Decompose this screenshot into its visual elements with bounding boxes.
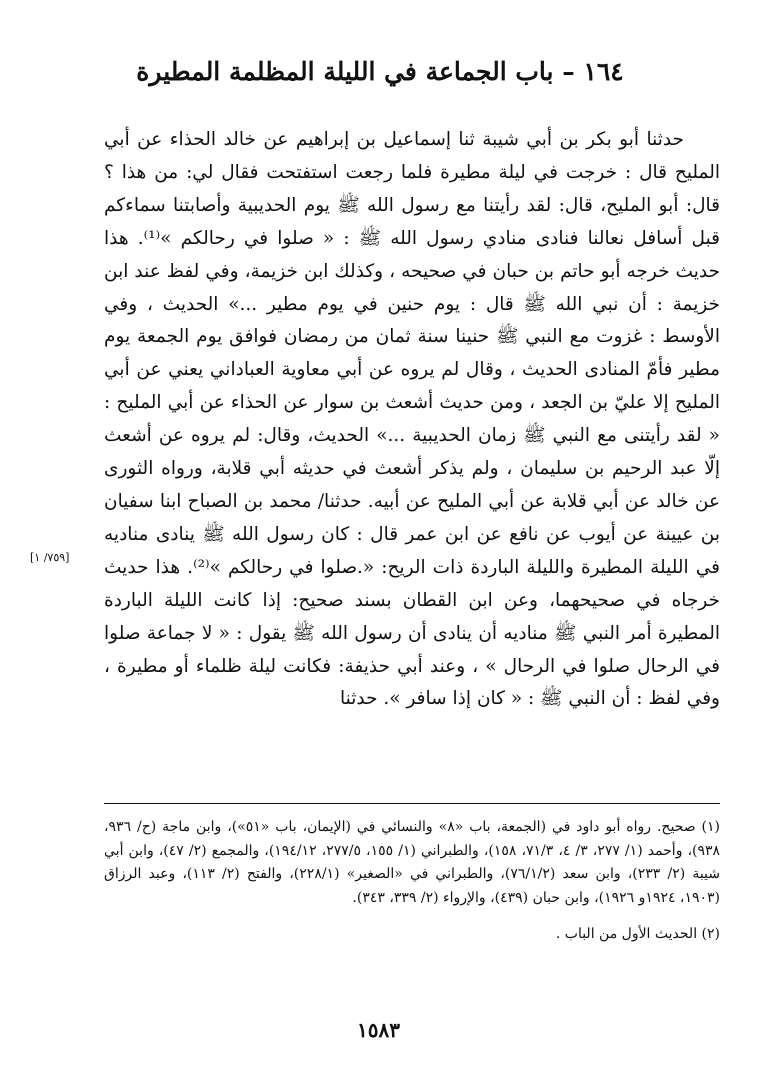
footnote-divider	[104, 803, 720, 804]
footnote-2: (٢) الحديث الأول من الباب .	[555, 926, 720, 943]
page-number: ١٥٨٣	[357, 1018, 400, 1042]
body-paragraph: حدثنا أبو بكر بن أبي شيبة ثنا إسماعيل بن إبراهيم عن خالد الحذاء عن أبي المليح قال : خرجت في ليلة مطيرة فلما رجعت استفتحت فقال لي: من هذا ؟ قال: أبو المليح، قال: لقد رأيتنا مع رسول الله ﷺ يوم الحديبية وأصابتنا سماءكم قبل أسافل نعالنا فنادى منادي رسول الله ﷺ : « صلوا في رحالكم »⁽¹⁾. هذا حديث خرجه أبو حاتم بن حبان في صحيحه ، وكذلك ابن خزيمة، وفي لفظ عند ابن خزيمة : أن نبي الله ﷺ قال : يوم حنين في يوم مطير ...» الحديث ، وفي الأوسط : غزوت مع النبي ﷺ حنينا سنة ثمان من رمضان فوافق يوم الجمعة يوم مطير فأمّ المنادى الحديث ، وقال لم يروه عن أبي معاوية العباداني يعني عن أبي المليح إلا عليّ بن الجعد ، ومن حديث أشعث بن سوار عن الحذاء عن أبي المليح : « لقد رأيتنى مع النبي ﷺ زمان الحديبية ...» الحديث، وقال: لم يروه عن أشعث إلّا عبد الرحيم بن سليمان ، ولم يذكر أشعث في حديثه أبي قلابة، ورواه الثورى عن خالد عن أبي قلابة عن أبي المليح عن أبيه. حدثنا/ محمد بن الصباح ابنا سفيان بن عيينة عن أيوب عن نافع عن ابن عمر قال : كان رسول الله ﷺ ينادى مناديه في الليلة المطيرة والليلة الباردة ذات الريح: «.صلوا في رحالكم »⁽²⁾. هذا حديث خرجاه في صحيحهما، وعن ابن القطان بسند صحيح: إذا كانت الليلة الباردة المطيرة أمر النبي ﷺ مناديه أن ينادى أن رسول الله ﷺ يقول : « لا جماعة صلوا في الرحال صلوا في الرحال » ، وعند أبي حذيفة: فكانت ليلة ظلماء أو مطيرة ، وفي لفظ : أن النبي ﷺ : « كان إذا سافر ». حدثنا	[104, 129, 720, 710]
chapter-title: ١٦٤ – باب الجماعة في الليلة المظلمة المطيرة	[136, 57, 624, 86]
footnotes	[104, 816, 720, 947]
margin-reference: [٧٥٩/ ١]	[30, 551, 70, 564]
main-text	[104, 124, 720, 716]
footnote-1: (١) صحيح. رواه أبو داود في (الجمعة، باب «٨» والنسائي في (الإيمان، باب «٥١»)، وابن ماجة (ح/ ٩٣٦، ٩٣٨)، وأحمد (١/ ٢٧٧، ٣/ ٤، ٧١/٣، ١٥٨)، والطبراني (١/ ١٥٥، ٢٧٧/٥، ١٩٤/١٢)، والمجمع (٢/ ٤٧)، وابن أبي شيبة (٢/ ٢٣٣)، وابن سعد (٧٦/١/٢)، والطبراني في «الصغير» (٢٢٨/١)، والفتح (٢/ ١١٣)، وعبد الرزاق (١٩٠٣، ١٩٢٤و ١٩٢٦)، وابن حبان (٤٣٩)، والإرواء (٢/ ٣٣٩، ٣٤٣).	[104, 819, 721, 906]
